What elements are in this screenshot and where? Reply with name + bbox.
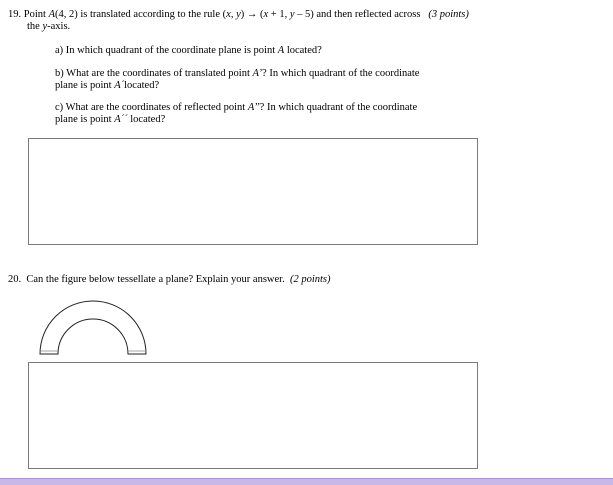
q19-part-b-line2 bbox=[55, 80, 159, 92]
q19-part-a-point: A bbox=[277, 45, 285, 56]
q19-part-c-line2 bbox=[55, 114, 165, 126]
q19-part-c-line2-post: located? bbox=[127, 114, 166, 125]
q19-part-b-point2: A´ bbox=[114, 80, 125, 91]
q19-line1 bbox=[8, 9, 469, 21]
q19-part-c-post: ? In which quadrant of the coordinate bbox=[259, 102, 418, 113]
q19-part-b-post: ? In which quadrant of the coordinate bbox=[262, 68, 420, 79]
q19-part-b-line2-post: located? bbox=[124, 80, 160, 91]
q19-part-a bbox=[55, 45, 322, 57]
q19-y: y bbox=[236, 9, 241, 20]
q19-part-c-line2-text: plane is point bbox=[55, 114, 115, 125]
q19-part-b-point: A’ bbox=[252, 68, 263, 79]
q19-part-c-text: c) What are the coordinates of reflected point bbox=[55, 102, 248, 113]
q19-number: 19. bbox=[8, 9, 22, 20]
q19-answer-box[interactable] bbox=[28, 138, 478, 245]
q19-text-c: ) → ( bbox=[240, 9, 264, 20]
q19-part-a-post: located? bbox=[284, 45, 322, 56]
q19-y2: y bbox=[289, 9, 295, 20]
q19-text-d: + 1, bbox=[268, 9, 290, 20]
arch-figure bbox=[36, 298, 150, 358]
q19-x2: x bbox=[263, 9, 269, 20]
q19-part-c-point: A’’ bbox=[247, 102, 260, 113]
q19-part-b-text: b) What are the coordinates of translated point bbox=[55, 68, 253, 79]
q20-answer-box[interactable] bbox=[28, 362, 478, 469]
q19-points: (3 points) bbox=[428, 9, 469, 20]
q19-line2-a: the bbox=[27, 21, 43, 32]
arch-shape bbox=[40, 301, 146, 354]
q19-part-a-text: a) In which quadrant of the coordinate plane is point bbox=[55, 45, 278, 56]
q19-line2 bbox=[27, 21, 70, 33]
q19-line2-y: y bbox=[42, 21, 48, 32]
q19-x: x bbox=[226, 9, 231, 20]
q20-number: 20. bbox=[8, 274, 22, 285]
q19-part-b-line1 bbox=[55, 68, 419, 80]
q19-text-a: Point bbox=[23, 9, 49, 20]
q19-text-e: – 5) and then reflected across bbox=[294, 9, 421, 20]
q20-text: Can the figure below tessellate a plane? Explain your answer. bbox=[26, 274, 285, 285]
q19-part-c-point2: A´´ bbox=[114, 114, 128, 125]
q19-point-a: A bbox=[48, 9, 55, 20]
q19-line2-b: -axis. bbox=[47, 21, 71, 32]
q19-comma: , bbox=[230, 9, 237, 20]
q19-text-b: (4, 2) is translated according to the rule ( bbox=[54, 9, 227, 20]
q19-part-c-line1 bbox=[55, 102, 417, 114]
q20-points: (2 points) bbox=[289, 274, 331, 285]
q20-line bbox=[8, 274, 331, 286]
q19-part-b-line2-text: plane is point bbox=[55, 80, 115, 91]
